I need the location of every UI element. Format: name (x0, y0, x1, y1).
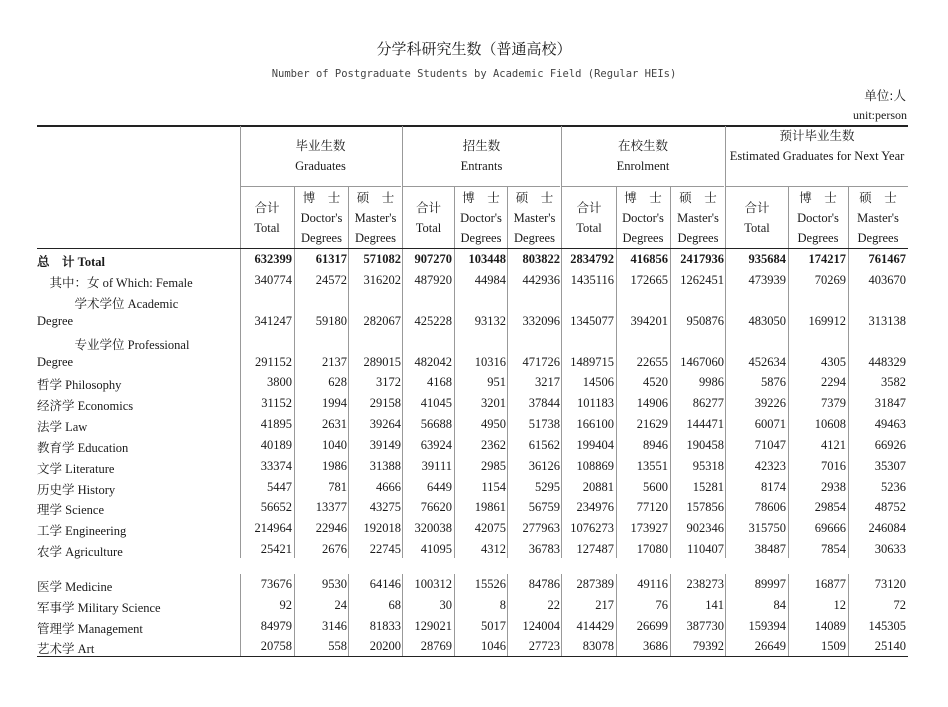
table-cell: 37844 (528, 396, 560, 410)
unit-en: unit:person (853, 108, 907, 122)
subheader-total-en: Total (254, 221, 280, 235)
table-cell: 92 (279, 598, 292, 612)
subheader-doctor-en2: Degrees (460, 231, 502, 245)
table-cell: 103448 (468, 252, 506, 266)
table-cell: 31388 (369, 459, 401, 473)
row-label: 理学 Science (37, 503, 104, 517)
table-cell: 1994 (322, 396, 347, 410)
subheader-doctor-en1: Doctor's (460, 211, 502, 225)
table-cell: 5600 (643, 480, 668, 494)
table-cell: 76 (655, 598, 668, 612)
table-cell: 9530 (322, 577, 347, 591)
subheader-total-cn: 合计 (415, 200, 441, 215)
table-cell: 39111 (421, 459, 452, 473)
table-cell: 22745 (369, 542, 401, 556)
table-cell: 77120 (636, 500, 668, 514)
table-cell: 21629 (636, 417, 668, 431)
row-label: 总 计 Total (37, 255, 105, 269)
group-header (726, 126, 908, 166)
table-cell: 36783 (528, 542, 560, 556)
group-header (240, 136, 401, 176)
table-cell: 628 (328, 375, 347, 389)
table-cell: 144471 (686, 417, 724, 431)
row-label: 法学 Law (37, 420, 88, 434)
table-cell: 907270 (414, 252, 452, 266)
table-cell: 571082 (363, 252, 401, 266)
table-cell: 2938 (821, 480, 846, 494)
group-underline (403, 186, 560, 187)
table-cell: 3800 (267, 375, 292, 389)
subheader-total-cn: 合计 (744, 200, 770, 215)
table-cell: 4168 (427, 375, 452, 389)
table-cell: 68 (388, 598, 401, 612)
table-cell: 35307 (874, 459, 906, 473)
group-header (403, 136, 560, 176)
subheader-total-cn: 合计 (254, 200, 280, 215)
table-cell: 22 (547, 598, 560, 612)
table-cell: 19861 (474, 500, 506, 514)
group-header-cn: 预计毕业生数 (779, 128, 855, 143)
table-cell: 25140 (874, 639, 906, 653)
subheader-doctor (788, 188, 848, 248)
row-label: 哲学 Philosophy (37, 378, 122, 392)
table-cell: 289015 (363, 355, 401, 369)
table-cell: 5017 (481, 619, 506, 633)
table-cell: 3201 (481, 396, 506, 410)
table-cell: 29854 (814, 500, 846, 514)
table-cell: 41895 (260, 417, 292, 431)
table-cell: 40189 (260, 438, 292, 452)
group-header-en: Enrolment (616, 159, 670, 173)
table-cell: 935684 (748, 252, 786, 266)
table-cell: 4950 (481, 417, 506, 431)
table-cell: 1467060 (680, 355, 724, 369)
subheader-master-en2: Degrees (677, 231, 719, 245)
table-cell: 1076273 (570, 521, 614, 535)
table-cell: 39149 (369, 438, 401, 452)
table-cell: 1489715 (570, 355, 614, 369)
table-cell: 72 (893, 598, 906, 612)
row-label: 其中：女 of Which: Female (37, 276, 193, 290)
table-cell: 7016 (821, 459, 846, 473)
table-cell: 8174 (761, 480, 786, 494)
table-cell: 108869 (576, 459, 614, 473)
table-cell: 1046 (481, 639, 506, 653)
table-cell: 36126 (528, 459, 560, 473)
table-cell: 145305 (868, 619, 906, 633)
group-header-en: Estimated Graduates for Next Year (729, 149, 905, 163)
table-cell: 61317 (315, 252, 347, 266)
subheader-master-en1: Master's (354, 211, 397, 225)
table-cell: 14506 (582, 375, 614, 389)
row-label-cont: Degree (37, 314, 74, 328)
table-cell: 2834792 (570, 252, 614, 266)
table-cell: 159394 (748, 619, 786, 633)
table-cell: 1262451 (680, 273, 724, 287)
table-cell: 13551 (636, 459, 668, 473)
table-cell: 86277 (692, 396, 724, 410)
table-cell: 166100 (576, 417, 614, 431)
subheader-master (348, 188, 403, 248)
subheader-master-en1: Master's (513, 211, 556, 225)
group-header (562, 136, 724, 176)
row-label: 历史学 History (37, 483, 116, 497)
table-cell: 78606 (754, 500, 786, 514)
row-label: 农学 Agriculture (37, 545, 123, 559)
table-cell: 100312 (414, 577, 452, 591)
table-cell: 89997 (754, 577, 786, 591)
header-rule (37, 248, 908, 249)
subheader-master-en2: Degrees (514, 231, 555, 245)
table-cell: 70269 (814, 273, 846, 287)
table-cell: 49116 (637, 577, 668, 591)
table-cell: 14906 (636, 396, 668, 410)
row-label-cont: Degree (37, 355, 74, 369)
table-cell: 24 (334, 598, 347, 612)
table-cell: 129021 (414, 619, 452, 633)
subheader-doctor-cn: 博 士 (302, 190, 341, 205)
subheader-doctor-en1: Doctor's (797, 211, 839, 225)
table-cell: 2137 (322, 355, 347, 369)
table-cell: 13377 (315, 500, 347, 514)
table-cell: 950876 (686, 314, 724, 328)
table-cell: 473939 (748, 273, 786, 287)
subheader-total-en: Total (744, 221, 770, 235)
table-cell: 2294 (821, 375, 846, 389)
table-cell: 277963 (522, 521, 560, 535)
subheader-master (848, 188, 908, 248)
table-cell: 632399 (254, 252, 292, 266)
table-cell: 56652 (260, 500, 292, 514)
table-cell: 282067 (363, 314, 401, 328)
table-cell: 169912 (808, 314, 846, 328)
table-cell: 66926 (874, 438, 906, 452)
table-cell: 69666 (814, 521, 846, 535)
table-cell: 199404 (576, 438, 614, 452)
subheader-total (562, 198, 616, 238)
table-cell: 64146 (369, 577, 401, 591)
row-label: 经济学 Economics (37, 399, 134, 413)
table-cell: 315750 (748, 521, 786, 535)
table-cell: 425228 (414, 314, 452, 328)
table-cell: 22655 (636, 355, 668, 369)
table-cell: 12 (833, 598, 846, 612)
bottom-rule (37, 656, 908, 657)
row-label: 管理学 Management (37, 622, 143, 636)
table-cell: 192018 (363, 521, 401, 535)
subheader-master-cn: 硕 士 (515, 190, 554, 205)
table-cell: 15281 (692, 480, 724, 494)
table-cell: 16877 (814, 577, 846, 591)
subheader-doctor (616, 188, 670, 248)
table-cell: 27723 (528, 639, 560, 653)
table-cell: 141 (705, 598, 724, 612)
subheader-doctor-cn: 博 士 (462, 190, 500, 205)
table-cell: 761467 (868, 252, 906, 266)
table-cell: 101183 (576, 396, 614, 410)
table-cell: 10608 (814, 417, 846, 431)
table-cell: 39226 (754, 396, 786, 410)
subheader-doctor-en1: Doctor's (300, 211, 343, 225)
table-cell: 803822 (522, 252, 560, 266)
table-cell: 127487 (576, 542, 614, 556)
row-label: 文学 Literature (37, 462, 115, 476)
table-cell: 26699 (636, 619, 668, 633)
table-cell: 25421 (260, 542, 292, 556)
row-label: 工学 Engineering (37, 524, 127, 538)
row-label: 医学 Medicine (37, 580, 113, 594)
table-cell: 3172 (376, 375, 401, 389)
table-cell: 9986 (699, 375, 724, 389)
table-cell: 33374 (260, 459, 292, 473)
subheader-doctor (454, 188, 508, 248)
table-cell: 6449 (427, 480, 452, 494)
table-cell: 332096 (522, 314, 560, 328)
table-cell: 41045 (420, 396, 452, 410)
table-cell: 43275 (369, 500, 401, 514)
table-cell: 61562 (528, 438, 560, 452)
table-cell: 60071 (754, 417, 786, 431)
subheader-total-en: Total (576, 221, 602, 235)
table-cell: 10316 (474, 355, 506, 369)
subheader-doctor-cn: 博 士 (799, 190, 837, 205)
table-cell: 190458 (686, 438, 724, 452)
subheader-total (726, 198, 788, 238)
table-cell: 22946 (315, 521, 347, 535)
table-cell: 29158 (369, 396, 401, 410)
table-cell: 2417936 (680, 252, 724, 266)
table-cell: 48752 (874, 500, 906, 514)
subheader-master-en1: Master's (857, 211, 899, 225)
table-cell: 81833 (369, 619, 401, 633)
table-cell: 95318 (692, 459, 724, 473)
table-cell: 448329 (868, 355, 906, 369)
table-cell: 44984 (474, 273, 506, 287)
subheader-total (403, 198, 454, 238)
subheader-doctor-en1: Doctor's (622, 211, 664, 225)
table-cell: 2631 (322, 417, 347, 431)
table-cell: 4312 (481, 542, 506, 556)
subheader-master-en2: Degrees (857, 231, 899, 245)
table-cell: 8946 (643, 438, 668, 452)
table-cell: 8 (499, 598, 506, 612)
page-title: 分学科研究生数（普通高校） (376, 40, 572, 58)
table-cell: 5447 (267, 480, 292, 494)
table-cell: 2985 (481, 459, 506, 473)
table-cell: 403670 (868, 273, 906, 287)
table-cell: 56759 (528, 500, 560, 514)
table-cell: 217 (595, 598, 614, 612)
table-cell: 291152 (254, 355, 292, 369)
subheader-doctor-en2: Degrees (622, 231, 664, 245)
table-cell: 51738 (528, 417, 560, 431)
table-cell: 4121 (821, 438, 846, 452)
table-cell: 7854 (821, 542, 846, 556)
table-cell: 71047 (754, 438, 786, 452)
table-cell: 287389 (576, 577, 614, 591)
table-cell: 41095 (420, 542, 452, 556)
table-cell: 214964 (254, 521, 292, 535)
group-underline (562, 186, 724, 187)
table-cell: 7379 (821, 396, 846, 410)
subheader-master-cn: 硕 士 (356, 190, 395, 205)
subheader-total (240, 198, 294, 238)
subheader-master-en1: Master's (677, 211, 719, 225)
table-cell: 2362 (481, 438, 506, 452)
table-cell: 316202 (363, 273, 401, 287)
table-cell: 4305 (821, 355, 846, 369)
table-cell: 442936 (522, 273, 560, 287)
table-cell: 238273 (686, 577, 724, 591)
table-cell: 39264 (369, 417, 401, 431)
table-cell: 414429 (576, 619, 614, 633)
table-cell: 42323 (754, 459, 786, 473)
table-cell: 452634 (748, 355, 786, 369)
table-cell: 781 (328, 480, 347, 494)
table-cell: 5295 (535, 480, 560, 494)
subheader-total-cn: 合计 (576, 200, 602, 215)
table-cell: 20758 (260, 639, 292, 653)
table-cell: 20881 (582, 480, 614, 494)
subheader-master-cn: 硕 士 (679, 190, 717, 205)
table-cell: 1435116 (570, 273, 614, 287)
table-cell: 246084 (868, 521, 906, 535)
row-label: 学术学位 Academic (37, 297, 179, 311)
table-cell: 15526 (474, 577, 506, 591)
table-cell: 234976 (576, 500, 614, 514)
table-cell: 172665 (630, 273, 668, 287)
table-cell: 173927 (630, 521, 668, 535)
table-cell: 28769 (420, 639, 452, 653)
subheader-doctor-en2: Degrees (301, 231, 342, 245)
unit-cn: 单位:人 (864, 88, 906, 103)
table-cell: 3146 (322, 619, 347, 633)
table-cell: 4666 (376, 480, 401, 494)
table-cell: 1345077 (570, 314, 614, 328)
subheader-doctor-en2: Degrees (797, 231, 839, 245)
table-cell: 174217 (808, 252, 846, 266)
table-cell: 416856 (630, 252, 668, 266)
row-label: 教育学 Education (37, 441, 129, 455)
table-cell: 31152 (261, 396, 292, 410)
table-cell: 79392 (692, 639, 724, 653)
table-cell: 49463 (874, 417, 906, 431)
table-cell: 3217 (535, 375, 560, 389)
table-cell: 558 (328, 639, 347, 653)
subheader-doctor-cn: 博 士 (624, 190, 662, 205)
table-cell: 83078 (582, 639, 614, 653)
table-cell: 320038 (414, 521, 452, 535)
table-cell: 20200 (369, 639, 401, 653)
table-cell: 30633 (874, 542, 906, 556)
table-cell: 157856 (686, 500, 724, 514)
table-cell: 1154 (481, 480, 506, 494)
table-cell: 313138 (868, 314, 906, 328)
table-cell: 5876 (761, 375, 786, 389)
table-cell: 63924 (420, 438, 452, 452)
group-header-cn: 在校生数 (617, 138, 668, 153)
group-header-en: Graduates (295, 159, 346, 173)
table-cell: 84979 (260, 619, 292, 633)
table-cell: 73120 (874, 577, 906, 591)
table-cell: 482042 (414, 355, 452, 369)
subheader-master-cn: 硕 士 (859, 190, 897, 205)
table-cell: 951 (487, 375, 506, 389)
group-header-cn: 毕业生数 (295, 138, 346, 153)
table-cell: 59180 (315, 314, 347, 328)
row-label: 专业学位 Professional (37, 338, 190, 352)
table-cell: 30 (439, 598, 452, 612)
table-cell: 93132 (474, 314, 506, 328)
table-cell: 73676 (260, 577, 292, 591)
table-cell: 76620 (420, 500, 452, 514)
table-cell: 17080 (636, 542, 668, 556)
table-cell: 471726 (522, 355, 560, 369)
subheader-master (670, 188, 726, 248)
table-cell: 84786 (528, 577, 560, 591)
table-cell: 31847 (874, 396, 906, 410)
page-subtitle: Number of Postgraduate Students by Academic Field (Regular HEIs) (271, 68, 677, 80)
table-cell: 387730 (686, 619, 724, 633)
table-cell: 3686 (643, 639, 668, 653)
table-cell: 483050 (748, 314, 786, 328)
table-cell: 110407 (686, 542, 724, 556)
subheader-master-en2: Degrees (355, 231, 396, 245)
table-cell: 14089 (814, 619, 846, 633)
table-cell: 487920 (414, 273, 452, 287)
table-cell: 84 (773, 598, 786, 612)
row-label: 军事学 Military Science (37, 601, 161, 615)
table-cell: 42075 (474, 521, 506, 535)
table-cell: 26649 (754, 639, 786, 653)
table-cell: 341247 (254, 314, 292, 328)
table-cell: 124004 (522, 619, 560, 633)
table-cell: 2676 (322, 542, 347, 556)
row-label: 艺术学 Art (37, 642, 95, 656)
subheader-master (507, 188, 562, 248)
table-cell: 56688 (420, 417, 452, 431)
table-cell: 902346 (686, 521, 724, 535)
table-cell: 5236 (881, 480, 906, 494)
table-cell: 1509 (821, 639, 846, 653)
table-cell: 4520 (643, 375, 668, 389)
subheader-total-en: Total (415, 221, 442, 235)
table-cell: 24572 (315, 273, 347, 287)
table-cell: 340774 (254, 273, 292, 287)
table-cell: 1986 (322, 459, 347, 473)
table-cell: 3582 (881, 375, 906, 389)
group-underline (726, 186, 908, 187)
group-header-cn: 招生数 (462, 138, 501, 153)
group-underline (240, 186, 401, 187)
subheader-doctor (294, 188, 349, 248)
table-cell: 394201 (630, 314, 668, 328)
table-cell: 38487 (754, 542, 786, 556)
group-header-en: Entrants (460, 159, 503, 173)
table-cell: 1040 (322, 438, 347, 452)
